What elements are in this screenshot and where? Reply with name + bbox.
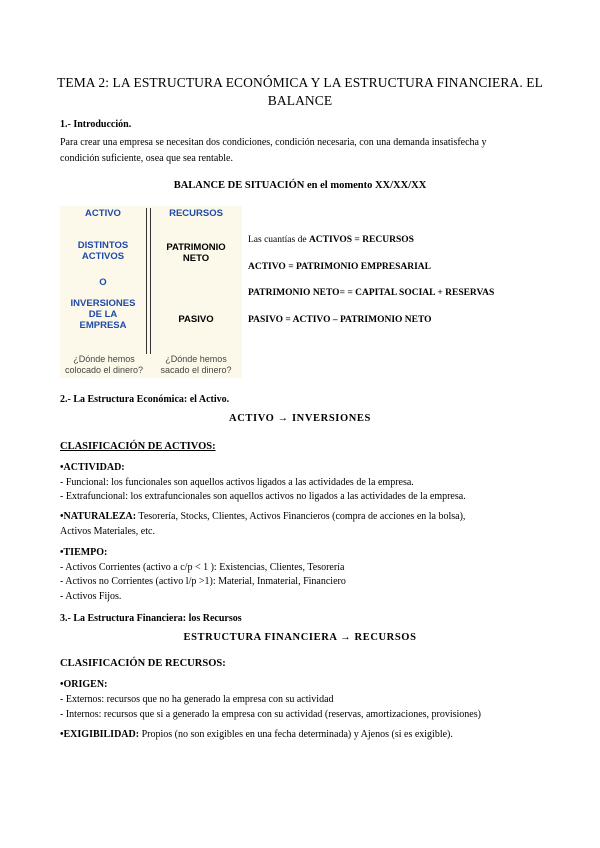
intro-line-1: Para crear una empresa se necesitan dos condiciones, condición necesaria, con una demanda insatisfecha y bbox=[60, 137, 487, 148]
actividad-item-1: - Funcional: los funcionales son aquellos activos ligados a las actividades de la empresa. bbox=[60, 477, 414, 488]
section-1-heading: 1.- Introducción. bbox=[60, 119, 132, 130]
title-line-1: TEMA 2: LA ESTRUCTURA ECONÓMICA Y LA ESTRUCTURA FINANCIERA. EL bbox=[57, 75, 543, 90]
actividad-heading: •ACTIVIDAD: bbox=[60, 462, 125, 473]
o-label: O bbox=[99, 277, 107, 288]
tiempo-heading: •TIEMPO: bbox=[60, 547, 108, 558]
question-left-line-2: colocado el dinero? bbox=[64, 365, 144, 375]
divider-line-left bbox=[146, 208, 147, 354]
naturaleza-text: Tesorería, Stocks, Clientes, Activos Financieros (compra de acciones en la bolsa), bbox=[136, 511, 466, 522]
inversiones-line-2: DE LA bbox=[88, 309, 118, 320]
inversiones-line-1: INVERSIONES bbox=[70, 298, 136, 309]
equation-1 bbox=[248, 234, 414, 246]
activo-label: ACTIVO bbox=[85, 208, 121, 219]
question-left-line-1: ¿Dónde hemos bbox=[73, 354, 135, 364]
clasificacion-recursos: CLASIFICACIÓN DE RECURSOS: bbox=[60, 658, 226, 669]
actividad-item-2: - Extrafuncional: los extrafuncionales son aquellos activos no ligados a las actividades de la empresa. bbox=[60, 491, 466, 502]
intro-line-2: condición suficiente, osea que sea rentable. bbox=[60, 153, 233, 164]
exigibilidad-line bbox=[60, 728, 453, 741]
divider-line-right bbox=[150, 208, 151, 354]
title-line-2: BALANCE bbox=[267, 93, 333, 108]
equation-3: PATRIMONIO NETO= = CAPITAL SOCIAL + RESERVAS bbox=[248, 288, 495, 298]
section-3-heading: 3.- La Estructura Financiera: los Recursos bbox=[60, 613, 242, 624]
tiempo-item-2: - Activos no Corrientes (activo l/p >1): Material, Inmaterial, Financiero bbox=[60, 576, 346, 587]
clasificacion-activos: CLASIFICACIÓN DE ACTIVOS: bbox=[60, 441, 216, 452]
question-right bbox=[152, 354, 240, 376]
page-title bbox=[40, 74, 560, 110]
activo-inversiones-text: ACTIVO → INVERSIONES bbox=[229, 413, 371, 424]
estructura-financiera-recursos: ESTRUCTURA FINANCIERA → RECURSOS bbox=[183, 632, 417, 643]
distintos-line-1: DISTINTOS bbox=[77, 240, 129, 251]
balance-heading: BALANCE DE SITUACIÓN en el momento XX/XX/XX bbox=[173, 180, 427, 191]
tiempo-item-1: - Activos Corrientes (activo a c/p < 1 ): Existencias, Clientes, Tesorería bbox=[60, 562, 345, 573]
question-right-line-1: ¿Dónde hemos bbox=[165, 354, 227, 364]
patrimonio-neto-label bbox=[152, 242, 240, 264]
naturaleza-heading: •NATURALEZA: bbox=[60, 511, 137, 522]
tiempo-item-3: - Activos Fijos. bbox=[60, 591, 122, 602]
origen-heading: •ORIGEN: bbox=[60, 679, 108, 690]
exigibilidad-text: Propios (no son exigibles en una fecha determinada) y Ajenos (si es exigible). bbox=[139, 729, 453, 740]
activo-inversiones bbox=[60, 413, 540, 424]
origen-item-1: - Externos: recursos que no ha generado la empresa con su actividad bbox=[60, 694, 334, 705]
equation-2: ACTIVO = PATRIMONIO EMPRESARIAL bbox=[248, 262, 432, 272]
naturaleza-line-2: Activos Materiales, etc. bbox=[60, 526, 155, 537]
equation-4: PASIVO = ACTIVO – PATRIMONIO NETO bbox=[248, 315, 432, 325]
equation-1-prefix: Las cuantías de bbox=[248, 235, 309, 245]
equation-1-bold: ACTIVOS = RECURSOS bbox=[308, 235, 414, 245]
pasivo-label: PASIVO bbox=[178, 314, 214, 325]
inversiones-label bbox=[60, 298, 146, 331]
patrimonio-line-1: PATRIMONIO bbox=[166, 242, 226, 253]
question-right-line-2: sacado el dinero? bbox=[160, 365, 232, 375]
patrimonio-line-2: NETO bbox=[182, 253, 210, 264]
exigibilidad-heading: •EXIGIBILIDAD: bbox=[60, 729, 140, 740]
balance-diagram bbox=[60, 206, 242, 378]
section-2-heading: 2.- La Estructura Económica: el Activo. bbox=[60, 394, 230, 405]
question-left bbox=[60, 354, 148, 376]
recursos-label: RECURSOS bbox=[169, 208, 223, 219]
inversiones-line-3: EMPRESA bbox=[79, 320, 127, 331]
distintos-label bbox=[60, 240, 146, 262]
origen-item-2: - Internos: recursos que si a generado la empresa con su actividad (reservas, amortizaciones, provisiones) bbox=[60, 709, 481, 720]
naturaleza-line bbox=[60, 510, 465, 523]
distintos-line-2: ACTIVOS bbox=[81, 251, 125, 262]
